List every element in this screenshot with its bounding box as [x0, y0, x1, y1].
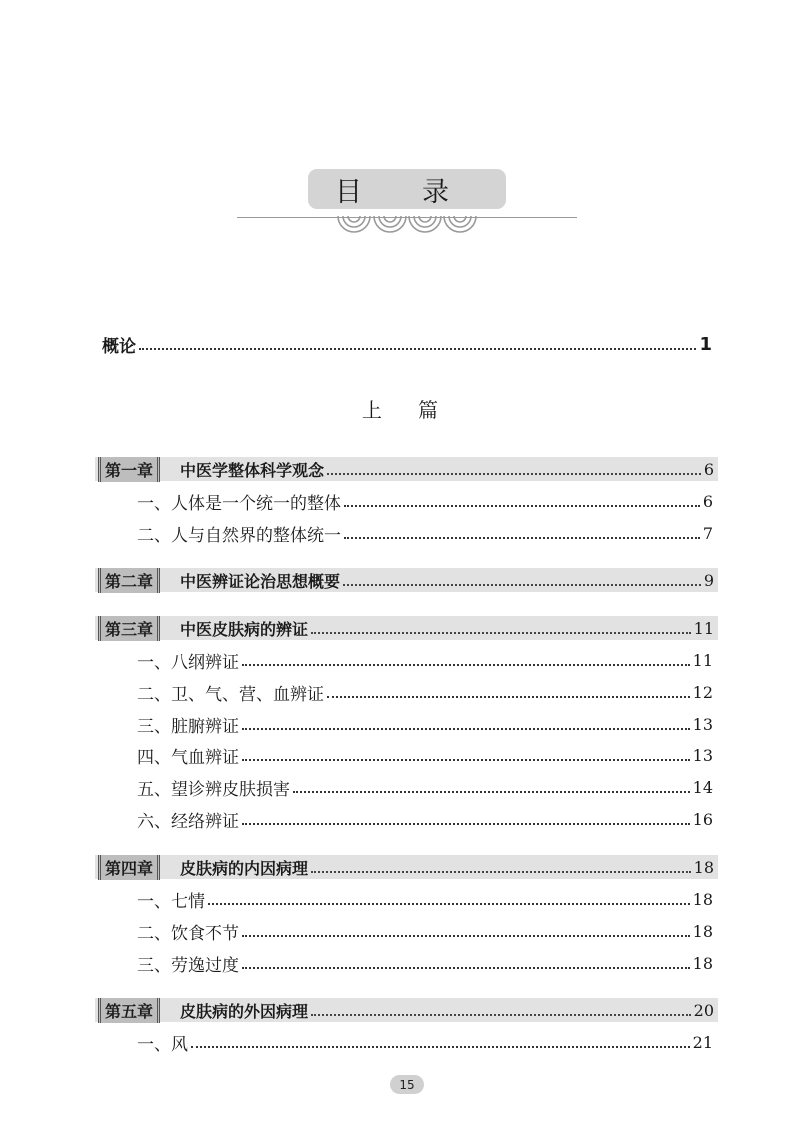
page-number-badge: 15 — [390, 1075, 424, 1094]
section-title: 一、人体是一个统一的整体 — [137, 493, 341, 514]
chapter-title: 中医皮肤病的辨证 — [180, 619, 309, 639]
toc-heading-char-1: 目 — [335, 176, 422, 208]
section-page: 11 — [692, 650, 713, 670]
dot-leader — [208, 903, 690, 905]
chapter-tag: 第五章 — [98, 998, 160, 1023]
toc-section[interactable] — [137, 1030, 713, 1054]
toc-chapter-3[interactable] — [98, 616, 714, 640]
chapter-title: 皮肤病的内因病理 — [180, 858, 309, 878]
chapter-tag: 第四章 — [98, 855, 160, 880]
part-label-char-2: 篇 — [418, 398, 474, 422]
toc-section[interactable] — [137, 743, 713, 767]
dot-leader — [242, 759, 690, 761]
dot-leader — [242, 935, 690, 937]
dot-leader — [242, 823, 690, 825]
chapter-page: 20 — [693, 1000, 714, 1020]
chapter-title: 皮肤病的外因病理 — [180, 1001, 309, 1021]
toc-section[interactable] — [137, 712, 713, 736]
chapter-page: 6 — [703, 459, 714, 479]
toc-section[interactable] — [137, 680, 713, 704]
section-title: 一、风 — [137, 1034, 188, 1055]
section-page: 18 — [692, 921, 713, 941]
dot-leader — [327, 473, 701, 475]
section-page: 6 — [702, 491, 713, 511]
toc-chapter-4[interactable] — [98, 855, 714, 879]
section-page: 18 — [692, 889, 713, 909]
entry-page: 1 — [699, 333, 712, 355]
entry-title: 概论 — [102, 336, 136, 357]
dot-leader — [139, 348, 696, 350]
toc-section[interactable] — [137, 489, 713, 513]
toc-section[interactable] — [137, 521, 713, 545]
cloud-ornament-icon — [334, 214, 480, 240]
section-title: 三、脏腑辨证 — [137, 716, 239, 737]
section-title: 五、望诊辨皮肤损害 — [137, 779, 290, 800]
dot-leader — [311, 632, 691, 634]
section-title: 二、饮食不节 — [137, 923, 239, 944]
section-title: 一、七情 — [137, 891, 205, 912]
toc-chapter-1[interactable] — [98, 457, 714, 481]
toc-chapter-2[interactable] — [98, 568, 714, 592]
section-page: 7 — [702, 523, 713, 543]
dot-leader — [344, 505, 700, 507]
chapter-tag: 第二章 — [98, 568, 160, 593]
toc-section[interactable] — [137, 919, 713, 943]
chapter-page: 9 — [703, 570, 714, 590]
toc-section[interactable] — [137, 887, 713, 911]
dot-leader — [311, 871, 691, 873]
toc-section[interactable] — [137, 807, 713, 831]
dot-leader — [242, 728, 690, 730]
toc-heading — [308, 169, 509, 209]
dot-leader — [311, 1014, 691, 1016]
chapter-tag: 第三章 — [98, 616, 160, 641]
chapter-title: 中医学整体科学观念 — [180, 460, 325, 480]
section-page: 13 — [692, 714, 713, 734]
chapter-page: 18 — [693, 857, 714, 877]
chapter-page: 11 — [693, 618, 714, 638]
dot-leader — [242, 664, 690, 666]
section-page: 14 — [692, 777, 713, 797]
part-label-char-1: 上 — [362, 398, 418, 422]
section-page: 12 — [692, 682, 713, 702]
chapter-title: 中医辨证论治思想概要 — [180, 571, 341, 591]
toc-heading-char-2: 录 — [422, 176, 509, 208]
section-page: 21 — [692, 1032, 713, 1052]
toc-entry-intro[interactable] — [102, 332, 712, 356]
section-title: 三、劳逸过度 — [137, 955, 239, 976]
section-title: 六、经络辨证 — [137, 811, 239, 832]
dot-leader — [343, 584, 701, 586]
section-title: 二、卫、气、营、血辨证 — [137, 684, 324, 705]
dot-leader — [327, 696, 690, 698]
dot-leader — [191, 1046, 690, 1048]
dot-leader — [293, 791, 690, 793]
section-title: 二、人与自然界的整体统一 — [137, 525, 341, 546]
chapter-tag: 第一章 — [98, 457, 160, 482]
section-title: 四、气血辨证 — [137, 747, 239, 768]
toc-section[interactable] — [137, 951, 713, 975]
dot-leader — [344, 537, 700, 539]
part-label — [0, 394, 800, 423]
section-page: 13 — [692, 745, 713, 765]
toc-chapter-5[interactable] — [98, 998, 714, 1022]
section-page: 18 — [692, 953, 713, 973]
section-page: 16 — [692, 809, 713, 829]
section-title: 一、八纲辨证 — [137, 652, 239, 673]
toc-section[interactable] — [137, 648, 713, 672]
dot-leader — [242, 967, 690, 969]
toc-section[interactable] — [137, 775, 713, 799]
